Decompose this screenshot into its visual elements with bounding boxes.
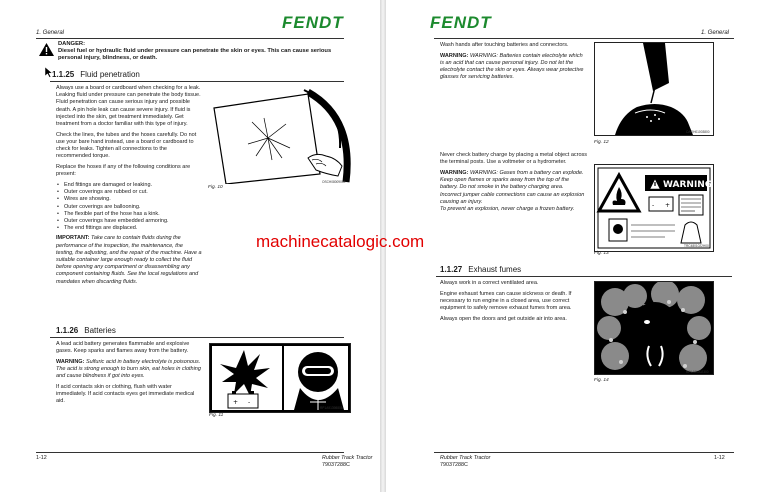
- danger-text: Diesel fuel or hydraulic fluid under pressure can penetrate the skin or eyes. This can cause serious personal injury, blindness, or death.: [58, 48, 332, 62]
- fig-12-caption: Fig. 12: [594, 140, 609, 145]
- battery-text-middle: [440, 152, 588, 217]
- fig-14-illustration: [594, 281, 714, 375]
- paragraph: Always use a board or cardboard when checking for a leak. Leaking fluid under pressure can penetrate the body tissue. Fluid penetration can cause serious injury and possible death. A pin hole leak can cause severe injury. If fluid is injected into the skin, get treatment immediately. Get treatment from a doctor familiar with this type of injury.: [56, 85, 201, 128]
- fig-14-caption: Fig. 14: [594, 378, 609, 383]
- header-rule: [434, 38, 734, 39]
- section-1-1-27-body: [440, 280, 588, 327]
- svg-text:+: +: [665, 202, 671, 209]
- list-item: • Outer coverings are rubbed or cut.: [56, 189, 202, 196]
- section-1-1-26-body: [56, 341, 202, 409]
- warning-sign-text: WARNING: [663, 180, 713, 190]
- list-item: • End fittings are damaged or leaking.: [56, 182, 202, 189]
- section-1-1-25-body: [56, 85, 202, 289]
- footer-page-number: 1-12: [714, 455, 725, 461]
- svg-text:+: +: [233, 399, 239, 406]
- section-rule: [50, 337, 344, 338]
- fendt-logo: FENDT: [430, 13, 492, 32]
- important-note: IMPORTANT: Take care to contain fluids during the performance of the inspection, the maintenance, the testing, the adjusting, and the repair of the machine. Have a suitable container large enough ready to collect the fluid before opening any compartment or disassembling any component containing fluids. See the local regulations and mandates when discarding fluids.: [56, 235, 202, 285]
- hose-conditions-list: [56, 182, 202, 232]
- section-1-1-26-heading: [56, 326, 116, 335]
- list-item: • Outer coverings are ballooning.: [56, 204, 202, 211]
- paragraph: Always open the doors and get outside air into area.: [440, 315, 567, 322]
- fig-11-caption: Fig. 11: [209, 413, 224, 418]
- paragraph: Wash hands after touching batteries and connectors.: [440, 42, 569, 48]
- footer-title: Rubber Track Tractor: [322, 455, 373, 461]
- footer-code: 79037288C: [440, 462, 468, 468]
- section-title: Fluid penetration: [80, 70, 140, 79]
- watermark: machinecatalogic.com: [256, 232, 425, 251]
- warning-extra: Incorrect jumper cable connections can cause an explosion causing an injury.: [440, 191, 585, 205]
- section-rule: [436, 276, 732, 277]
- fig-14-code: RP1A01002300: [686, 370, 709, 374]
- fig-10-illustration: [208, 88, 358, 184]
- section-number: 1.1.25: [52, 70, 75, 79]
- paragraph: A lead acid battery generates flammable and explosive gases. Keep sparks and flames away from the battery.: [56, 341, 190, 355]
- paragraph: Replace the hoses if any of the following conditions are present:: [56, 164, 191, 178]
- battery-text-top: [440, 42, 588, 85]
- paragraph: Engine exhaust fumes can cause sickness or death. If necessary to run engine in a closed area, use correct equipment to safely remove exhaust fumes from area.: [440, 290, 572, 312]
- warning-note: WARNING: WARNING: Batteries contain electrolyte which is an acid that can cause personal injury. Do not let the electrolyte contact the skin or eyes. Always wear protective glasses for servicing batteries.: [440, 52, 584, 81]
- danger-icon: [38, 42, 55, 62]
- section-title: Exhaust fumes: [468, 265, 522, 274]
- section-number: 1.1.27: [440, 265, 463, 274]
- fig-11-code: RP1A91398805: [320, 406, 343, 410]
- fig-10-code: OSCH08009000: [322, 180, 346, 184]
- warning-extra: To prevent an explosion, never charge a frozen battery.: [440, 205, 575, 212]
- warning-note: WARNING: Sulfuric acid in battery electrolyte is poisonous. The acid is strong enough to burn skin, eat holes in clothing and cause blindness if got into eyes.: [56, 358, 201, 380]
- paragraph: Always work in a correct ventilated area.: [440, 280, 539, 286]
- right-header-section: 1. General: [701, 30, 730, 36]
- fig-13-caption: Fig. 13: [594, 251, 609, 256]
- section-title: Batteries: [84, 326, 116, 335]
- fig-13-code: TRC4801022H00: [684, 244, 709, 248]
- section-1-1-25-heading: [52, 70, 140, 79]
- footer-rule: [36, 452, 344, 453]
- paragraph: Never check battery charge by placing a metal object across the terminal posts. Use a voltmeter or a hydrometer.: [440, 152, 588, 166]
- paragraph: If acid contacts skin or clothing, flush with water immediately. If acid contacts eyes get immediate medical aid.: [56, 384, 195, 405]
- list-item: • The flexible part of the hose has a kink.: [56, 211, 202, 218]
- fendt-logo: FENDT: [282, 13, 344, 32]
- left-header-section: 1. General: [36, 30, 65, 36]
- section-rule: [50, 81, 344, 82]
- list-item: • Wires are showing.: [56, 196, 202, 203]
- list-item: • Outer coverings have embedded armoring.: [56, 218, 202, 225]
- section-number: 1.1.26: [56, 326, 79, 335]
- danger-box: [58, 41, 348, 63]
- warning-note: WARNING: WARNING: Gases from a battery can explode. Keep open flames or sparks away from the top of the battery. Do not smoke in the battery charging area.: [440, 169, 584, 191]
- list-item: • The end fittings are displaced.: [56, 225, 202, 232]
- paragraph: Check the lines, the tubes and the hoses carefully. Do not use your bare hand instead, use a board or cardboard to check for leaks. Tighten all connections to the recommended torque.: [56, 131, 197, 160]
- fig-12-code: OAOH01003800: [686, 130, 710, 134]
- footer-code: 79037288C: [322, 462, 350, 468]
- svg-text:-: -: [652, 202, 655, 209]
- fig-11-illustration: [209, 343, 351, 413]
- footer-page-number: 1-12: [36, 455, 47, 461]
- fig-10-caption: Fig. 10: [208, 185, 223, 190]
- fig-12-illustration: [594, 42, 714, 136]
- footer-rule: [434, 452, 734, 453]
- header-rule: [36, 38, 344, 39]
- footer-title: Rubber Track Tractor: [440, 455, 491, 461]
- danger-title: DANGER:: [58, 41, 86, 47]
- fig-13-illustration: [594, 164, 714, 252]
- svg-text:-: -: [248, 399, 251, 406]
- section-1-1-27-heading: [440, 265, 521, 274]
